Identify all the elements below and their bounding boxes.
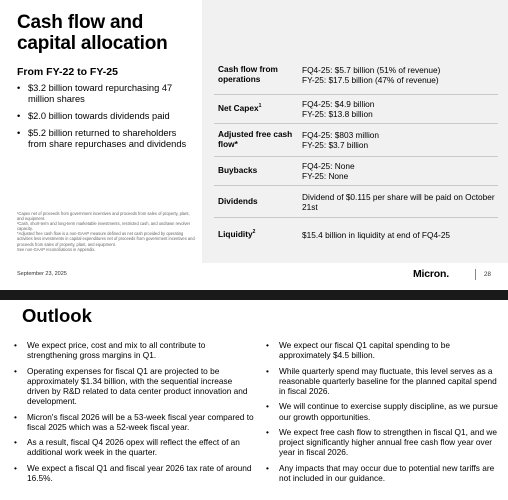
table-row — [214, 157, 498, 186]
slide-date: September 23, 2025 — [17, 271, 67, 277]
slide-title: Outlook — [22, 305, 92, 326]
bullet-icon: • — [14, 462, 17, 473]
row-label: Buybacks — [218, 165, 258, 176]
micron-logo: Micron. — [413, 268, 449, 280]
row-values: FQ4-25: $803 million FY-25: $3.7 billion — [302, 130, 380, 150]
page-number: 28 — [484, 271, 491, 278]
slide-outlook — [0, 300, 508, 500]
bullet-icon: • — [266, 462, 269, 473]
footnote: *Adjusted free cash flow is a non-GAAP measure defined as net cash provided by operating activities less investments in capital expenditures net of proceeds from government incentives and proceeds from sales of property, plant, and equipment. — [17, 231, 195, 247]
bullet-icon: • — [266, 340, 269, 350]
list-item: • Operating expenses for fiscal Q1 are projected to be approximately $1.34 billion, with the sequential increase driven by R&D related to data center product innovation and development. — [14, 365, 248, 406]
row-values: FQ4-25: $5.7 billion (51% of revenue) FY-25: $17.5 billion (47% of revenue) — [302, 64, 441, 85]
list-item: • As a result, fiscal Q4 2026 opex will reflect the effect of an additional work week in the quarter. — [14, 437, 240, 458]
list-item: • We expect price, cost and mix to all contribute to strengthening gross margins in Q1. — [14, 340, 206, 361]
outlook-bullets-right — [264, 340, 502, 489]
list-item: • We expect our fiscal Q1 capital spending to be approximately $4.5 billion. — [266, 340, 450, 361]
table-row — [214, 186, 498, 218]
row-label: Cash flow from operations — [218, 63, 278, 84]
footnote: See non-GAAP reconciliations in Appendix. — [17, 246, 96, 252]
list-item: • Micron's fiscal 2026 will be a 53-week fiscal year compared to fiscal 2025 which was a 52-week fiscal year. — [14, 411, 254, 432]
row-label: Adjusted free cash flow* — [218, 129, 293, 149]
outlook-bullets-left — [12, 340, 256, 489]
bullet-icon: • — [266, 401, 269, 412]
row-values: FQ4-25: $4.9 billion FY-25: $13.8 billion — [302, 99, 375, 119]
bullet-icon: • — [14, 340, 17, 350]
bullet-icon: • — [266, 427, 269, 438]
row-values: FQ4-25: None FY-25: None — [302, 161, 355, 181]
bullet-icon: • — [17, 111, 21, 121]
slide-title: Cash flow and capital allocation — [17, 12, 168, 54]
list-item: • We expect free cash flow to strengthen in fiscal Q1, and we project significantly higher annual free cash flow year over year in fiscal 2026. — [266, 427, 497, 458]
summary-bullets — [17, 83, 197, 156]
bullet-icon: • — [14, 411, 17, 422]
summary-bullet: • $2.0 billion towards dividends paid — [17, 111, 170, 121]
row-label: Liquidity$^2$ — [218, 228, 256, 239]
table-row — [214, 218, 498, 251]
row-values: Dividend of $0.115 per share will be paid on October 21st — [302, 191, 495, 212]
row-label: Dividends — [218, 195, 258, 206]
footnote: ¹Capex net of proceeds from government incentives and proceeds from sales of property, plant, and equipment. — [17, 211, 190, 222]
bullet-icon: • — [14, 365, 17, 376]
bullet-icon: • — [17, 128, 21, 138]
metrics-table — [214, 55, 498, 251]
list-item: • Any impacts that may occur due to potential new tariffs are not included in our guidance. — [266, 462, 495, 484]
bullet-icon: • — [17, 83, 21, 93]
list-item: • We will continue to exercise supply discipline, as we pursue our growth opportunities. — [266, 401, 498, 422]
bullet-icon: • — [266, 365, 269, 376]
footnotes — [17, 211, 197, 252]
table-row — [214, 55, 498, 95]
logo-divider — [475, 269, 476, 280]
bullet-icon: • — [14, 437, 17, 448]
summary-bullet: • $3.2 billion toward repurchasing 47 million shares — [17, 83, 173, 104]
row-values: $15.4 billion in liquidity at end of FQ4-25 — [302, 229, 451, 240]
row-label: Net Capex$^1$ — [218, 103, 262, 114]
list-item: • While quarterly spend may fluctuate, this level serves as a reasonable quarterly baseline for the planned capital spend in fiscal 2026. — [266, 365, 497, 396]
footnote: ²Cash, short-term and long-term marketable investments, restricted cash, and undrawn revolver capacity. — [17, 221, 191, 232]
list-item: • We expect a fiscal Q1 and fiscal year 2026 tax rate of around 16.5%. — [14, 462, 252, 484]
table-row — [214, 124, 498, 157]
metrics-panel — [202, 0, 508, 263]
summary-bullet: • $5.2 billion returned to shareholders from share repurchases and dividends — [17, 128, 187, 149]
table-row — [214, 95, 498, 124]
slide-separator — [0, 290, 508, 300]
left-panel — [0, 0, 202, 290]
slide-subtitle: From FY-22 to FY-25 — [17, 66, 118, 78]
